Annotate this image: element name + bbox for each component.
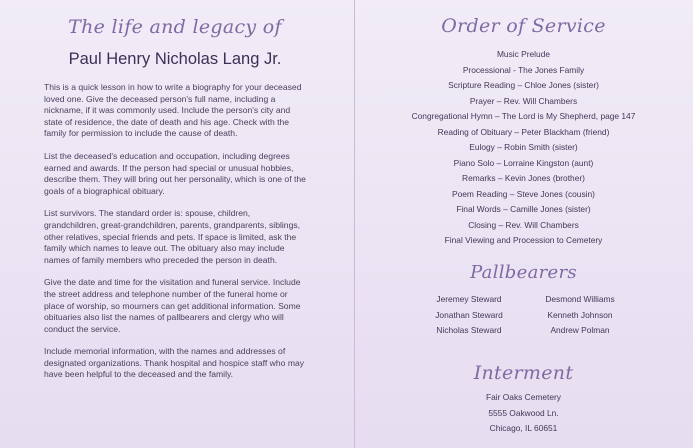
service-item: Final Words – Camille Jones (sister) [456, 204, 591, 214]
order-of-service-list [372, 47, 675, 249]
service-item: Eulogy – Robin Smith (sister) [469, 142, 578, 152]
service-item: Remarks – Kevin Jones (brother) [462, 173, 585, 183]
service-item: Poem Reading – Steve Jones (cousin) [452, 188, 595, 199]
service-item: Congregational Hymn – The Lord is My Shepherd, page 147 [411, 111, 636, 121]
pallbearer-name: Jonathan Steward [435, 309, 503, 320]
interment-details [372, 390, 675, 437]
pallbearer-name: Kenneth Johnson [547, 309, 613, 320]
pallbearer-name: Desmond Williams [545, 294, 615, 304]
bio-paragraph: This is a quick lesson in how to write a biography for your deceased loved one. Give the deceased person's full name, including a nickname, if it was commonly used. Include the person's city and state of residence, the date of death and his age. Check with the family for permission to include the cause of death. [44, 82, 302, 139]
service-item: Music Prelude [496, 49, 551, 59]
cemetery-street: 5555 Oakwood Ln. [488, 407, 559, 418]
life-legacy-heading: The life and legacy of [68, 16, 282, 38]
bio-paragraph: List survivors. The standard order is: spouse, children, grandchildren, great-grandchildren, parents, grandparents, siblings, other relatives, special friends and pets. If space is limited, ask the family which names to leave out. The obituary also may include names of family members who preceded the person in death. [44, 208, 301, 265]
service-item: Scripture Reading – Chloe Jones (sister) [448, 80, 599, 90]
service-item: Piano Solo – Lorraine Kingston (aunt) [453, 157, 594, 168]
biography [44, 82, 306, 392]
pallbearers-column-right [510, 292, 650, 339]
service-item: Closing – Rev. Will Chambers [468, 219, 579, 230]
service-item: Reading of Obituary – Peter Blackham (friend) [437, 126, 610, 137]
service-item: Prayer – Rev. Will Chambers [469, 95, 578, 106]
order-of-service-heading: Order of Service [441, 15, 606, 37]
bio-paragraph: Include memorial information, with the names and addresses of designated organizations. Thank hospital and hospice staff who may have been helpful to the deceased and the family. [44, 346, 305, 380]
pallbearer-name: Jeremey Steward [436, 294, 502, 304]
cemetery-city: Chicago, IL 60651 [489, 423, 558, 433]
pallbearer-name: Andrew Polman [550, 325, 610, 335]
service-item: Final Viewing and Procession to Cemetery [444, 235, 603, 245]
service-item: Processional - The Jones Family [462, 64, 585, 75]
pallbearers-heading: Pallbearers [470, 262, 577, 283]
bio-paragraph: List the deceased's education and occupation, including degrees earned and awards. If the person had special or unusual hobbies, describe them. They will bring out her personality, which is one of the goals of a biographical obituary. [44, 150, 306, 196]
pallbearer-name: Nicholas Steward [436, 325, 502, 335]
cemetery-name: Fair Oaks Cemetery [486, 392, 561, 402]
deceased-name: Paul Henry Nicholas Lang Jr. [68, 50, 282, 68]
bio-paragraph: Give the date and time for the visitation and funeral service. Include the street address and telephone number of the funeral home or place of worship, so mourners can get additional information. Some obituaries also list the names of pallbearers and clergy who will conduct the service. [44, 277, 301, 334]
page-fold-divider [354, 0, 355, 448]
interment-heading: Interment [473, 362, 574, 384]
